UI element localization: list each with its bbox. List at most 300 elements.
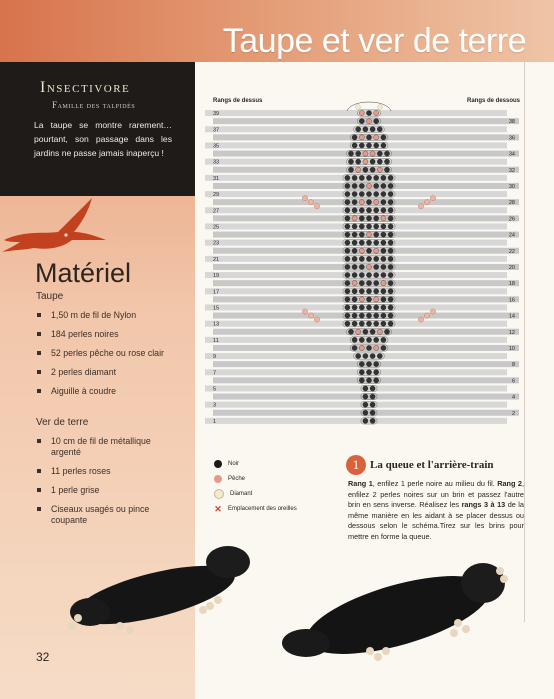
bead	[374, 370, 379, 375]
step-title: La queue et l'arrière-train	[370, 459, 494, 471]
bead	[366, 272, 371, 277]
bead	[359, 175, 364, 180]
row-label-right: 12	[508, 329, 515, 336]
row-stripe	[213, 377, 519, 383]
bead	[374, 143, 379, 148]
row-label-right: 16	[508, 297, 515, 304]
row-label-left: 33	[213, 159, 220, 166]
bead	[384, 159, 389, 164]
row-label-left: 31	[213, 175, 220, 182]
row-label-left: 3	[213, 402, 217, 409]
bead	[363, 167, 368, 172]
row-label-right: 36	[508, 135, 515, 142]
row-stripe	[213, 118, 519, 124]
bead	[352, 256, 357, 261]
bead	[366, 289, 371, 294]
bead	[374, 337, 379, 342]
page-number: 32	[36, 650, 50, 664]
bead	[352, 289, 357, 294]
bead	[366, 370, 371, 375]
row-stripe	[213, 264, 519, 270]
bead	[356, 353, 361, 358]
row-label-left: 23	[213, 240, 220, 247]
bead	[359, 272, 364, 277]
paw-bead	[430, 196, 435, 201]
bead	[359, 370, 364, 375]
row-stripe	[213, 215, 519, 221]
bead	[388, 256, 393, 261]
bead	[363, 353, 368, 358]
bead	[374, 281, 379, 286]
bead	[352, 305, 357, 310]
bead	[345, 281, 350, 286]
bead	[381, 281, 386, 286]
bead	[345, 175, 350, 180]
row-label-right: 6	[511, 378, 515, 385]
bead	[374, 110, 379, 115]
row-label-left: 11	[213, 337, 219, 344]
bead	[381, 240, 386, 245]
bead	[366, 110, 371, 115]
bead	[359, 362, 364, 367]
bead	[352, 321, 357, 326]
bead	[381, 248, 386, 253]
row-stripe	[213, 183, 519, 189]
bead	[345, 272, 350, 277]
row-label-right: 18	[508, 281, 515, 288]
bead	[370, 151, 375, 156]
bead	[348, 151, 353, 156]
bead	[366, 183, 371, 188]
bead	[366, 208, 371, 213]
bead	[359, 135, 364, 140]
legend-item-diamant: Diamant	[214, 486, 297, 501]
row-label-left: 1	[213, 418, 217, 425]
row-stripe	[205, 402, 507, 408]
paw-bead	[314, 317, 319, 322]
bead	[359, 200, 364, 205]
list-item: 1,50 m de fil de Nylon	[36, 310, 179, 321]
bead	[381, 232, 386, 237]
bead	[352, 208, 357, 213]
bead	[381, 289, 386, 294]
bead	[352, 191, 357, 196]
row-stripe	[213, 345, 519, 351]
bead	[374, 216, 379, 221]
row-stripe	[213, 296, 519, 302]
bead	[356, 329, 361, 334]
bead	[356, 127, 361, 132]
row-label-right: 2	[511, 410, 515, 417]
row-stripe	[213, 199, 519, 205]
bead	[356, 167, 361, 172]
category-title: Insectivore	[40, 79, 131, 96]
list-item: 52 perles pêche ou rose clair	[36, 348, 179, 359]
bead	[359, 143, 364, 148]
bead	[366, 175, 371, 180]
bead	[345, 224, 350, 229]
taupe-heading: Taupe	[36, 291, 64, 302]
bead	[352, 345, 357, 350]
bead	[345, 256, 350, 261]
bead	[352, 224, 357, 229]
bead	[352, 175, 357, 180]
row-label-left: 7	[213, 370, 217, 377]
bead	[366, 119, 371, 124]
bead	[374, 256, 379, 261]
bead	[377, 329, 382, 334]
bead	[359, 337, 364, 342]
list-item: 11 perles roses	[36, 466, 179, 477]
bead	[363, 159, 368, 164]
row-label-right: 22	[508, 248, 515, 255]
bead	[374, 345, 379, 350]
bead	[366, 240, 371, 245]
row-stripe	[213, 361, 519, 367]
bead	[388, 305, 393, 310]
bead	[359, 305, 364, 310]
bead	[381, 345, 386, 350]
bead	[359, 216, 364, 221]
bead	[352, 297, 357, 302]
bead	[374, 248, 379, 253]
category-subtitle: Famille des talpidés	[52, 100, 136, 110]
bead	[381, 272, 386, 277]
cross-icon: ✕	[214, 503, 222, 514]
bead	[366, 256, 371, 261]
bead	[359, 224, 364, 229]
row-stripe	[213, 248, 519, 254]
bead	[381, 216, 386, 221]
row-stripe	[205, 369, 507, 375]
row-label-right: 20	[508, 264, 515, 271]
bead	[374, 264, 379, 269]
bead	[388, 216, 393, 221]
bead	[366, 143, 371, 148]
bead	[366, 305, 371, 310]
bead	[348, 159, 353, 164]
bead	[381, 135, 386, 140]
bead	[370, 418, 375, 423]
row-label-left: 37	[213, 127, 220, 134]
bead	[363, 329, 368, 334]
left-rows-header: Rangs de dessus	[213, 98, 263, 104]
bead	[359, 232, 364, 237]
ver-heading: Ver de terre	[36, 417, 89, 428]
bead	[345, 305, 350, 310]
bead	[374, 272, 379, 277]
bead	[356, 159, 361, 164]
bead	[381, 337, 386, 342]
bead	[359, 110, 364, 115]
bead-noir-icon	[214, 460, 222, 468]
bead	[348, 167, 353, 172]
legend-item-peche: Pêche	[214, 471, 297, 486]
list-item: 184 perles noires	[36, 329, 179, 340]
row-label-left: 29	[213, 192, 220, 199]
step-text: Rang 1, enfilez 1 perle noire au milieu du fil. Rang 2, enfilez 2 perles noires sur un brin et passez l'autre brin en sens inverse. Réalisez les rangs 3 à 13 de la même manière en les aidant à se placer dessus ou dessous selon le schéma.Tirez sur les brins pour mettre en forme la queue.	[348, 479, 525, 541]
bead	[345, 191, 350, 196]
bead	[388, 175, 393, 180]
page-title: Taupe et ver de terre	[222, 22, 526, 60]
row-label-left: 15	[213, 305, 220, 312]
bead	[384, 329, 389, 334]
bead	[374, 378, 379, 383]
bead	[374, 183, 379, 188]
bead	[370, 402, 375, 407]
bead	[345, 232, 350, 237]
bead	[374, 362, 379, 367]
bead	[352, 272, 357, 277]
bead	[363, 418, 368, 423]
bead	[388, 313, 393, 318]
bead	[381, 224, 386, 229]
row-label-left: 19	[213, 273, 220, 280]
bead	[345, 264, 350, 269]
bead	[377, 353, 382, 358]
bead	[366, 191, 371, 196]
bead	[381, 143, 386, 148]
bead	[359, 264, 364, 269]
bead	[366, 248, 371, 253]
row-label-left: 5	[213, 386, 217, 393]
swallow-icon	[0, 190, 110, 260]
row-label-right: 14	[508, 313, 515, 320]
row-label-right: 10	[508, 345, 515, 352]
bead	[381, 305, 386, 310]
legend	[214, 456, 297, 516]
bead	[388, 240, 393, 245]
bead	[359, 313, 364, 318]
paw-bead	[314, 204, 319, 209]
bead	[388, 232, 393, 237]
row-label-right: 28	[508, 200, 515, 207]
bead	[359, 119, 364, 124]
bead	[363, 402, 368, 407]
bead	[374, 313, 379, 318]
bead	[352, 200, 357, 205]
bead	[345, 200, 350, 205]
bead-diagram	[205, 85, 525, 440]
step-number: 1	[346, 455, 366, 475]
bead	[359, 321, 364, 326]
bead	[370, 127, 375, 132]
bead	[370, 386, 375, 391]
bead	[377, 127, 382, 132]
bead	[359, 297, 364, 302]
bead	[374, 224, 379, 229]
paw-bead	[302, 309, 307, 314]
row-label-right: 26	[508, 216, 515, 223]
legend-item-ears: ✕ Emplacement des oreilles	[214, 503, 297, 514]
bead	[359, 183, 364, 188]
bead	[388, 200, 393, 205]
bead	[363, 127, 368, 132]
paw-bead	[424, 313, 429, 318]
bead	[352, 313, 357, 318]
row-label-left: 21	[213, 256, 220, 263]
bead	[363, 394, 368, 399]
bead	[377, 159, 382, 164]
mole-photo-left	[60, 540, 260, 640]
bead	[377, 167, 382, 172]
bead	[345, 208, 350, 213]
bead	[366, 264, 371, 269]
bead	[384, 151, 389, 156]
bead	[345, 321, 350, 326]
bead	[363, 151, 368, 156]
bead	[345, 289, 350, 294]
row-stripe	[213, 313, 519, 319]
bead	[366, 337, 371, 342]
bead	[377, 151, 382, 156]
bead	[388, 272, 393, 277]
bead	[359, 191, 364, 196]
bead	[370, 410, 375, 415]
bead	[345, 183, 350, 188]
row-label-right: 8	[511, 362, 515, 369]
bead	[352, 216, 357, 221]
bead	[345, 248, 350, 253]
bead	[366, 362, 371, 367]
bead	[366, 232, 371, 237]
row-label-left: 35	[213, 143, 220, 150]
bead	[370, 353, 375, 358]
bead	[366, 313, 371, 318]
intro-text: La taupe se montre rarement… pourtant, son passage dans les jardins ne passe jamais inaperçu !	[34, 120, 172, 158]
bead	[359, 345, 364, 350]
bead	[381, 208, 386, 213]
bead	[366, 345, 371, 350]
row-stripe	[205, 385, 507, 391]
bead	[359, 248, 364, 253]
bead	[381, 200, 386, 205]
row-label-right: 4	[511, 394, 515, 401]
bead	[388, 191, 393, 196]
bead	[388, 224, 393, 229]
bead	[370, 159, 375, 164]
bead	[381, 321, 386, 326]
bead	[366, 321, 371, 326]
bead	[370, 167, 375, 172]
row-stripe	[213, 134, 519, 140]
bead	[348, 329, 353, 334]
bead	[366, 281, 371, 286]
bead	[352, 337, 357, 342]
row-label-left: 13	[213, 321, 220, 328]
bead	[366, 216, 371, 221]
bead	[345, 297, 350, 302]
materiel-title: Matériel	[35, 258, 132, 288]
ver-list	[36, 436, 179, 534]
bead	[366, 224, 371, 229]
bead-diamant	[356, 105, 361, 110]
bead	[374, 191, 379, 196]
bead	[388, 183, 393, 188]
bead	[366, 200, 371, 205]
bead	[345, 216, 350, 221]
bead	[366, 135, 371, 140]
legend-item-noir: Noir	[214, 456, 297, 471]
row-label-left: 9	[213, 354, 217, 361]
bead	[374, 289, 379, 294]
row-label-left: 25	[213, 224, 220, 231]
bead	[388, 289, 393, 294]
list-item: 2 perles diamant	[36, 367, 179, 378]
bead	[352, 240, 357, 245]
bead	[381, 256, 386, 261]
bead	[374, 232, 379, 237]
bead	[370, 394, 375, 399]
bead	[359, 378, 364, 383]
bead	[345, 240, 350, 245]
row-label-left: 27	[213, 208, 220, 215]
row-label-right: 38	[508, 119, 515, 126]
bead	[374, 200, 379, 205]
paw-bead	[424, 200, 429, 205]
bead-diamant	[378, 105, 383, 110]
paw-bead	[430, 309, 435, 314]
paw-bead	[308, 313, 313, 318]
bead	[381, 175, 386, 180]
bead	[388, 208, 393, 213]
paw-bead	[302, 196, 307, 201]
bead	[363, 386, 368, 391]
bead	[352, 264, 357, 269]
bead	[359, 256, 364, 261]
bead	[366, 378, 371, 383]
bead	[359, 240, 364, 245]
bead	[374, 297, 379, 302]
row-label-right: 34	[508, 151, 515, 158]
row-label-left: 39	[213, 111, 220, 118]
bead	[352, 183, 357, 188]
right-rows-header: Rangs de dessous	[467, 98, 521, 104]
bead	[388, 264, 393, 269]
bead	[381, 297, 386, 302]
bead	[374, 175, 379, 180]
row-stripe	[205, 110, 507, 116]
list-item: 10 cm de fil de métallique argenté	[36, 436, 179, 458]
bead	[352, 143, 357, 148]
mole-photo-right	[278, 545, 518, 670]
bead	[374, 208, 379, 213]
taupe-list	[36, 310, 179, 405]
bead	[363, 410, 368, 415]
bead	[359, 289, 364, 294]
bead-diamant-icon	[214, 489, 224, 499]
row-stripe	[213, 232, 519, 238]
bead-peche-icon	[214, 475, 222, 483]
bead	[381, 264, 386, 269]
bead	[381, 313, 386, 318]
bead	[352, 232, 357, 237]
paw-bead	[418, 204, 423, 209]
bead	[388, 248, 393, 253]
list-item: 1 perle grise	[36, 485, 179, 496]
row-stripe	[205, 418, 507, 424]
paw-bead	[308, 200, 313, 205]
bead	[374, 119, 379, 124]
bead	[388, 321, 393, 326]
row-label-right: 30	[508, 183, 515, 190]
bead	[381, 183, 386, 188]
row-label-right: 24	[508, 232, 515, 239]
bead	[384, 167, 389, 172]
row-stripe	[213, 280, 519, 286]
bead	[352, 281, 357, 286]
bead	[359, 208, 364, 213]
